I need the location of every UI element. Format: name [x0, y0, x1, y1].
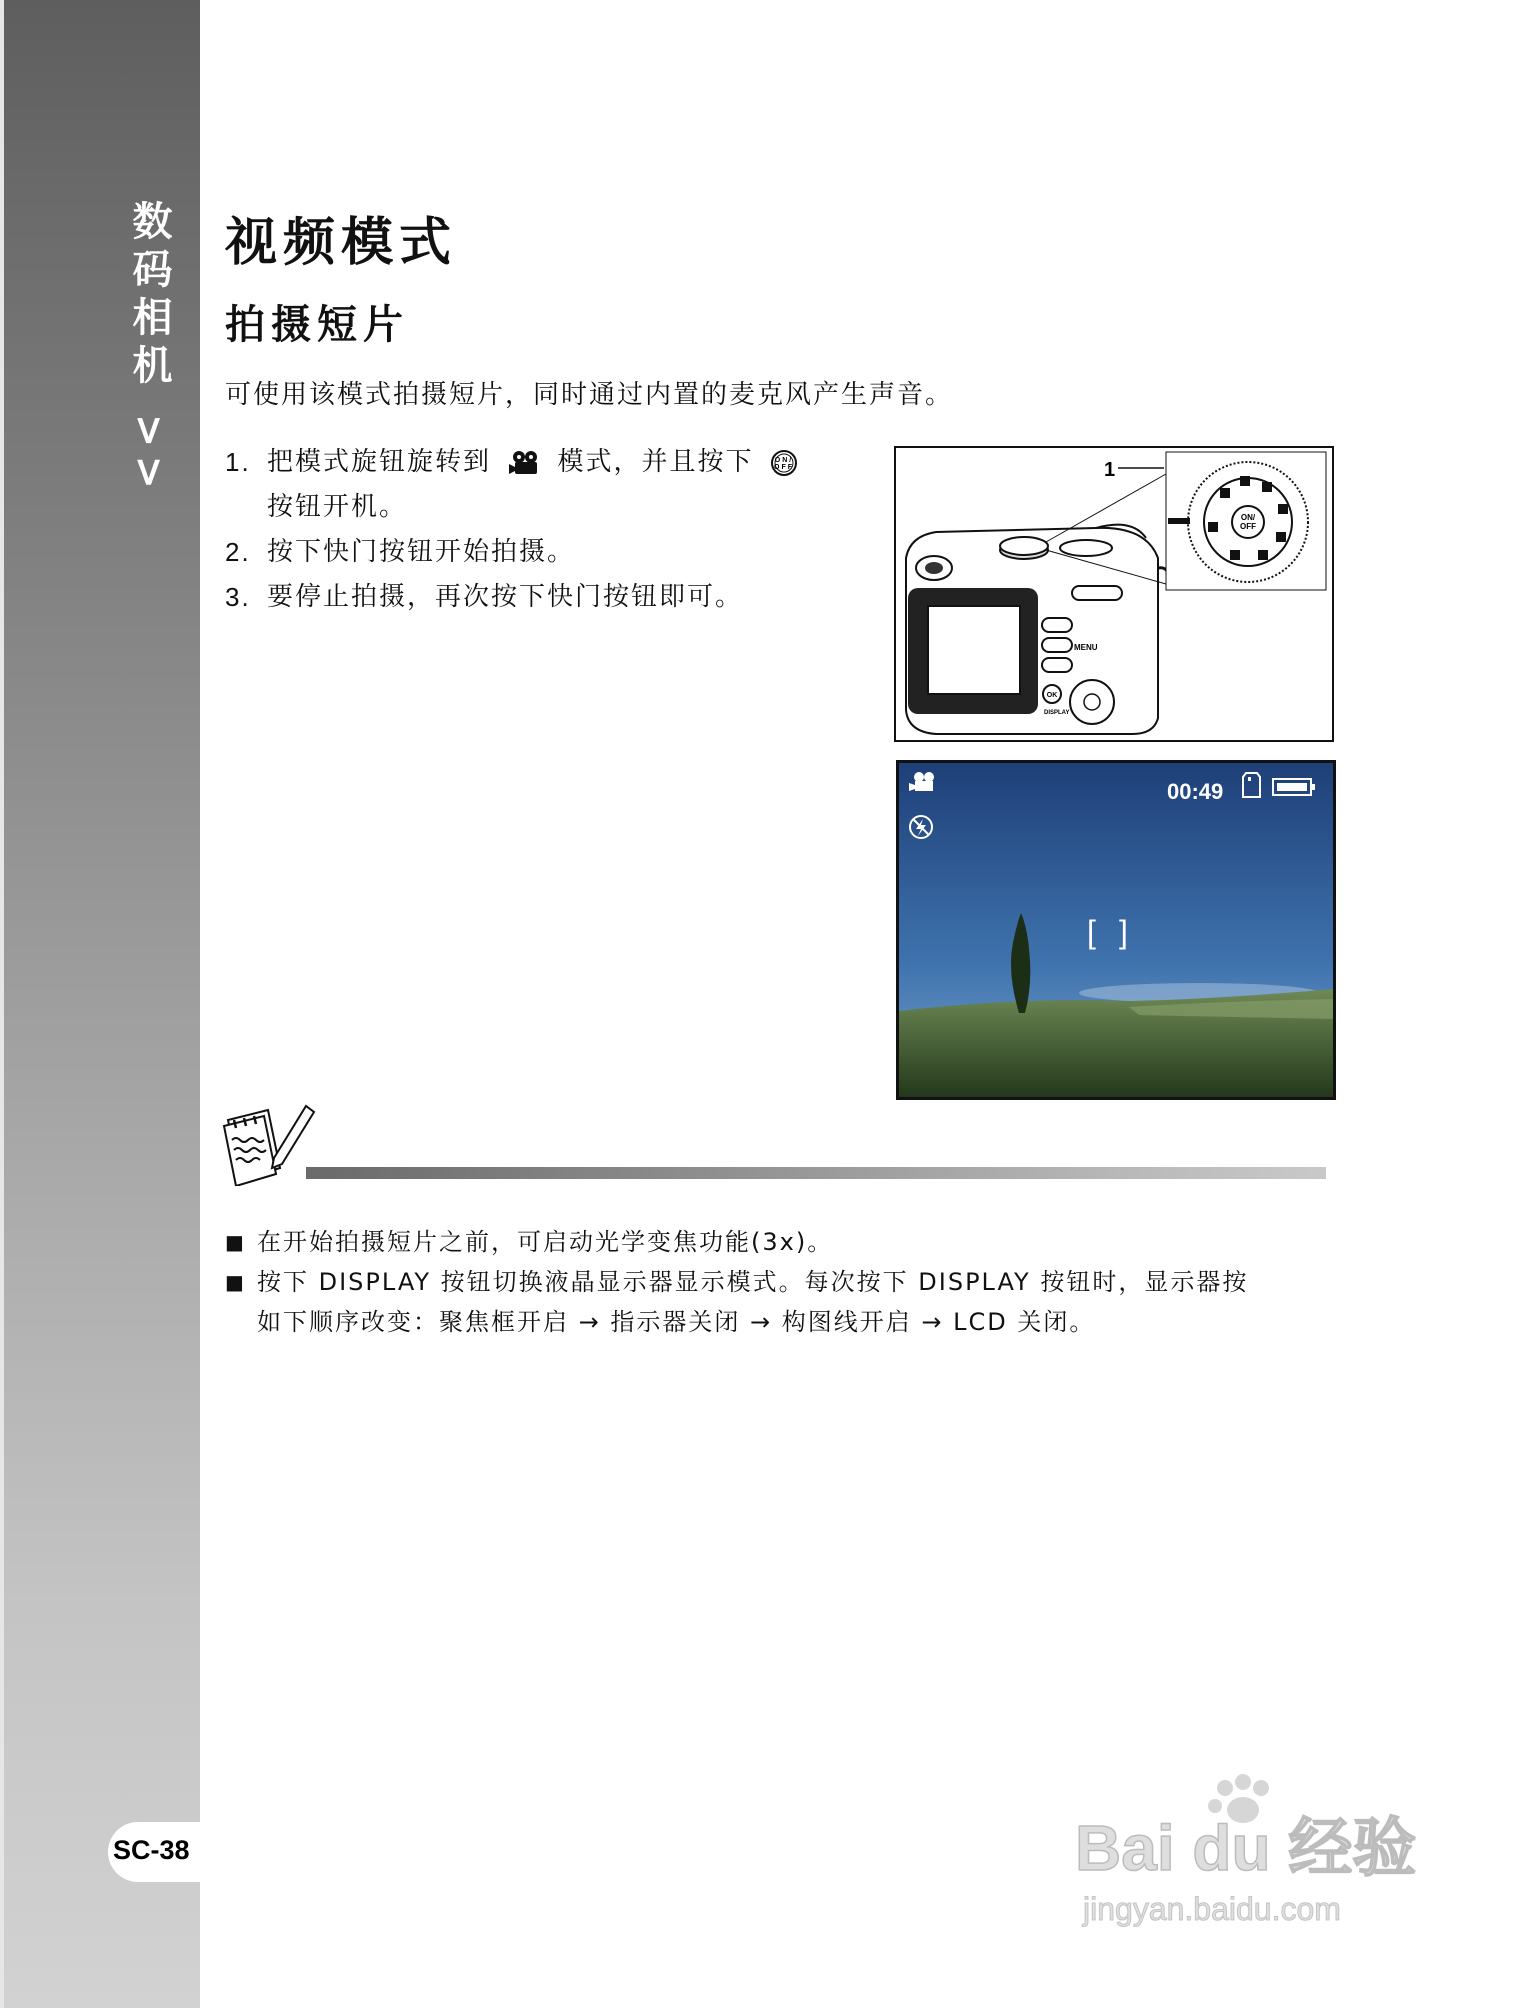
notes-list — [225, 1222, 1335, 1342]
camera-figure — [894, 446, 1334, 742]
note-text-continued: 如下顺序改变：聚焦框开启 → 指示器关闭 → 构图线开启 → LCD 关闭。 — [257, 1308, 1096, 1336]
svg-text:OFF: OFF — [773, 463, 794, 471]
svg-text:]: ] — [1119, 914, 1128, 950]
steps-list — [225, 440, 825, 620]
power-button-icon — [770, 449, 798, 477]
ok-label: OK — [1046, 692, 1058, 699]
step-1-continued: 按钮开机。 — [267, 492, 408, 522]
menu-label: MENU — [1074, 643, 1098, 652]
step-2 — [225, 530, 825, 575]
bullet-square-icon: ■ — [225, 1270, 246, 1294]
display-label: DISPLAY — [1044, 710, 1070, 716]
camera-illustration — [896, 448, 1332, 740]
watermark-brand: Bai du 经验 — [1075, 1812, 1417, 1884]
step-number: 2. — [225, 537, 251, 567]
note-item — [225, 1222, 1335, 1262]
note-text: 按下 DISPLAY 按钮切换液晶显示器显示模式。每次按下 DISPLAY 按钮时，显示器按 — [257, 1268, 1249, 1296]
step-text — [267, 440, 804, 485]
svg-text:ON/: ON/ — [1240, 513, 1256, 522]
svg-text:[: [ — [1087, 914, 1096, 950]
page-number: SC-38 — [113, 1835, 190, 1865]
note-divider — [306, 1167, 1326, 1179]
recording-time: 00:49 — [1167, 779, 1224, 804]
page-title: 视频模式 — [225, 213, 458, 273]
step-text: 要停止拍摄，再次按下快门按钮即可。 — [267, 582, 744, 612]
sidebar-edge — [0, 0, 4, 2008]
bullet-square-icon: ■ — [225, 1230, 246, 1254]
watermark — [1075, 1770, 1435, 1954]
step-text: 按下快门按钮开始拍摄。 — [267, 537, 576, 567]
callout-number: 1 — [1104, 459, 1116, 481]
step-1 — [225, 440, 825, 485]
svg-text:OFF: OFF — [1240, 522, 1256, 531]
lcd-preview — [896, 760, 1336, 1100]
intro-text: 可使用该模式拍摄短片，同时通过内置的麦克风产生声音。 — [225, 380, 954, 410]
watermark-url: jingyan.baidu.com — [1083, 1891, 1341, 1927]
step-text-part: 模式，并且按下 — [557, 447, 754, 477]
note-pad-icon — [222, 1100, 318, 1190]
step-text-part: 把模式旋钮旋转到 — [267, 447, 492, 477]
lcd-scene — [899, 763, 1333, 1097]
step-number: 3. — [225, 582, 251, 612]
step-3 — [225, 575, 825, 620]
section-title: 拍摄短片 — [225, 302, 409, 348]
step-number: 1. — [225, 447, 251, 477]
svg-text:ON/: ON/ — [774, 456, 794, 464]
sidebar-title: 数码相机 >> — [126, 200, 172, 497]
movie-mode-icon — [507, 450, 541, 476]
note-text: 在开始拍摄短片之前，可启动光学变焦功能(3x)。 — [257, 1228, 834, 1256]
note-item — [225, 1262, 1335, 1302]
